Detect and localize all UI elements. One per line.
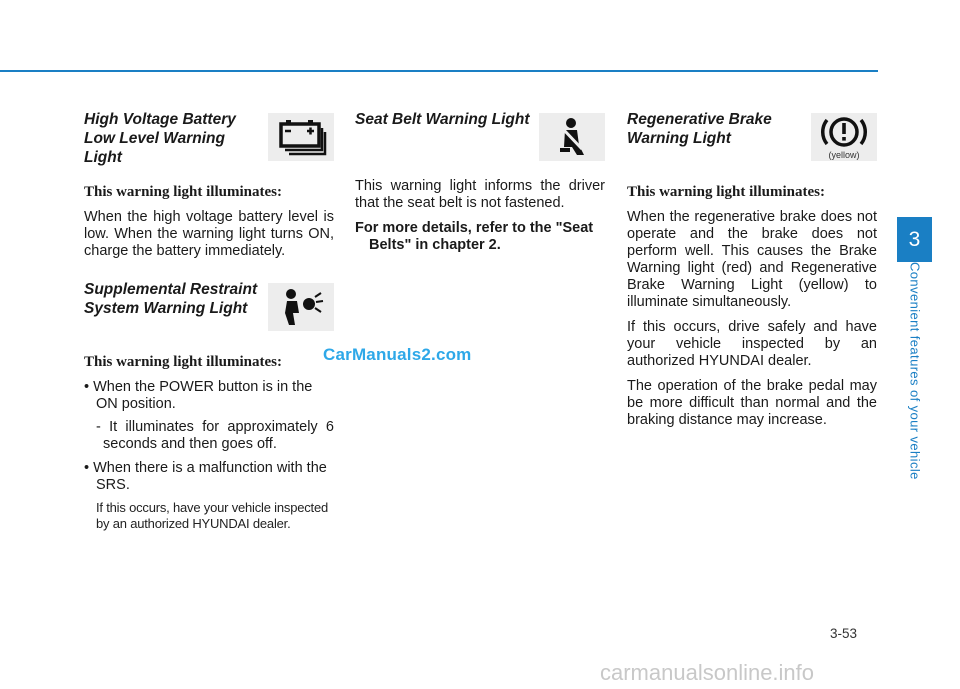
chapter-tab: 3 bbox=[897, 217, 932, 262]
section-header-srs bbox=[84, 280, 334, 338]
seatbelt-description: This warning light informs the driver that the seat belt is not fastened. bbox=[355, 178, 605, 211]
section-header-seatbelt bbox=[355, 110, 605, 168]
bullet-text: When there is a malfunction with the SRS. bbox=[93, 460, 327, 493]
bullet-text: When the POWER button is in the ON position. bbox=[93, 379, 313, 412]
note-text: If this occurs, have your vehicle inspected by an authorized HYUNDAI dealer. bbox=[96, 500, 329, 531]
heading-srs: Supplemental Restraint System Warning Light bbox=[84, 281, 258, 317]
srs-condition-list bbox=[84, 379, 334, 531]
list-item: - It illuminates for approximately 6 seconds and then goes off. bbox=[96, 419, 334, 452]
heading-regen-brake: Regenerative Brake Warning Light bbox=[627, 111, 772, 147]
seatbelt-reference bbox=[355, 220, 605, 254]
airbag-icon bbox=[268, 283, 334, 331]
heading-seatbelt: Seat Belt Warning Light bbox=[355, 111, 530, 128]
regen-brake-note: The operation of the brake pedal may be more difficult than normal and the braking distance may increase. bbox=[627, 378, 877, 428]
footer-watermark: carmanualsonline.info bbox=[600, 660, 815, 685]
regen-brake-description: When the regenerative brake does not operate and the brake does not perform well. This causes the Brake Warning light (red) and Regenerative Brake Warning Light (yellow) to illuminate simultaneously. bbox=[627, 209, 877, 310]
list-item: • When there is a malfunction with the SRS. bbox=[84, 460, 327, 493]
battery-description: When the high voltage battery level is low. When the warning light turns ON, charge the battery immediately. bbox=[84, 209, 334, 259]
column-middle bbox=[355, 110, 605, 262]
seatbelt-icon bbox=[539, 113, 605, 161]
reference-line-2: Belts" in chapter 2. bbox=[369, 237, 501, 253]
subheading-illuminates-2: This warning light illuminates: bbox=[84, 354, 282, 370]
list-item: • When the POWER button is in the ON position. bbox=[84, 379, 313, 412]
column-left bbox=[84, 110, 334, 531]
column-right bbox=[627, 110, 877, 437]
reference-line-1: For more details, refer to the "Seat bbox=[355, 220, 594, 236]
page-number: 3-53 bbox=[830, 626, 858, 641]
section-header-battery bbox=[84, 110, 334, 168]
icon-color-label: (yellow) bbox=[828, 150, 860, 160]
header-rule bbox=[0, 70, 878, 72]
brake-warning-icon bbox=[811, 113, 877, 161]
regen-brake-advice: If this occurs, drive safely and have your vehicle inspected by an authorized HYUNDAI dealer. bbox=[627, 319, 877, 369]
watermark: CarManuals2.com bbox=[323, 345, 472, 364]
subheading-illuminates: This warning light illuminates: bbox=[84, 184, 282, 200]
subheading-illuminates-3: This warning light illuminates: bbox=[627, 184, 825, 200]
chapter-title-text: Convenient features of your vehicle bbox=[907, 262, 923, 480]
battery-icon bbox=[268, 113, 334, 161]
chapter-title bbox=[904, 262, 926, 492]
section-header-regen-brake bbox=[627, 110, 877, 168]
heading-battery: High Voltage Battery Low Level Warning Light bbox=[84, 111, 236, 166]
